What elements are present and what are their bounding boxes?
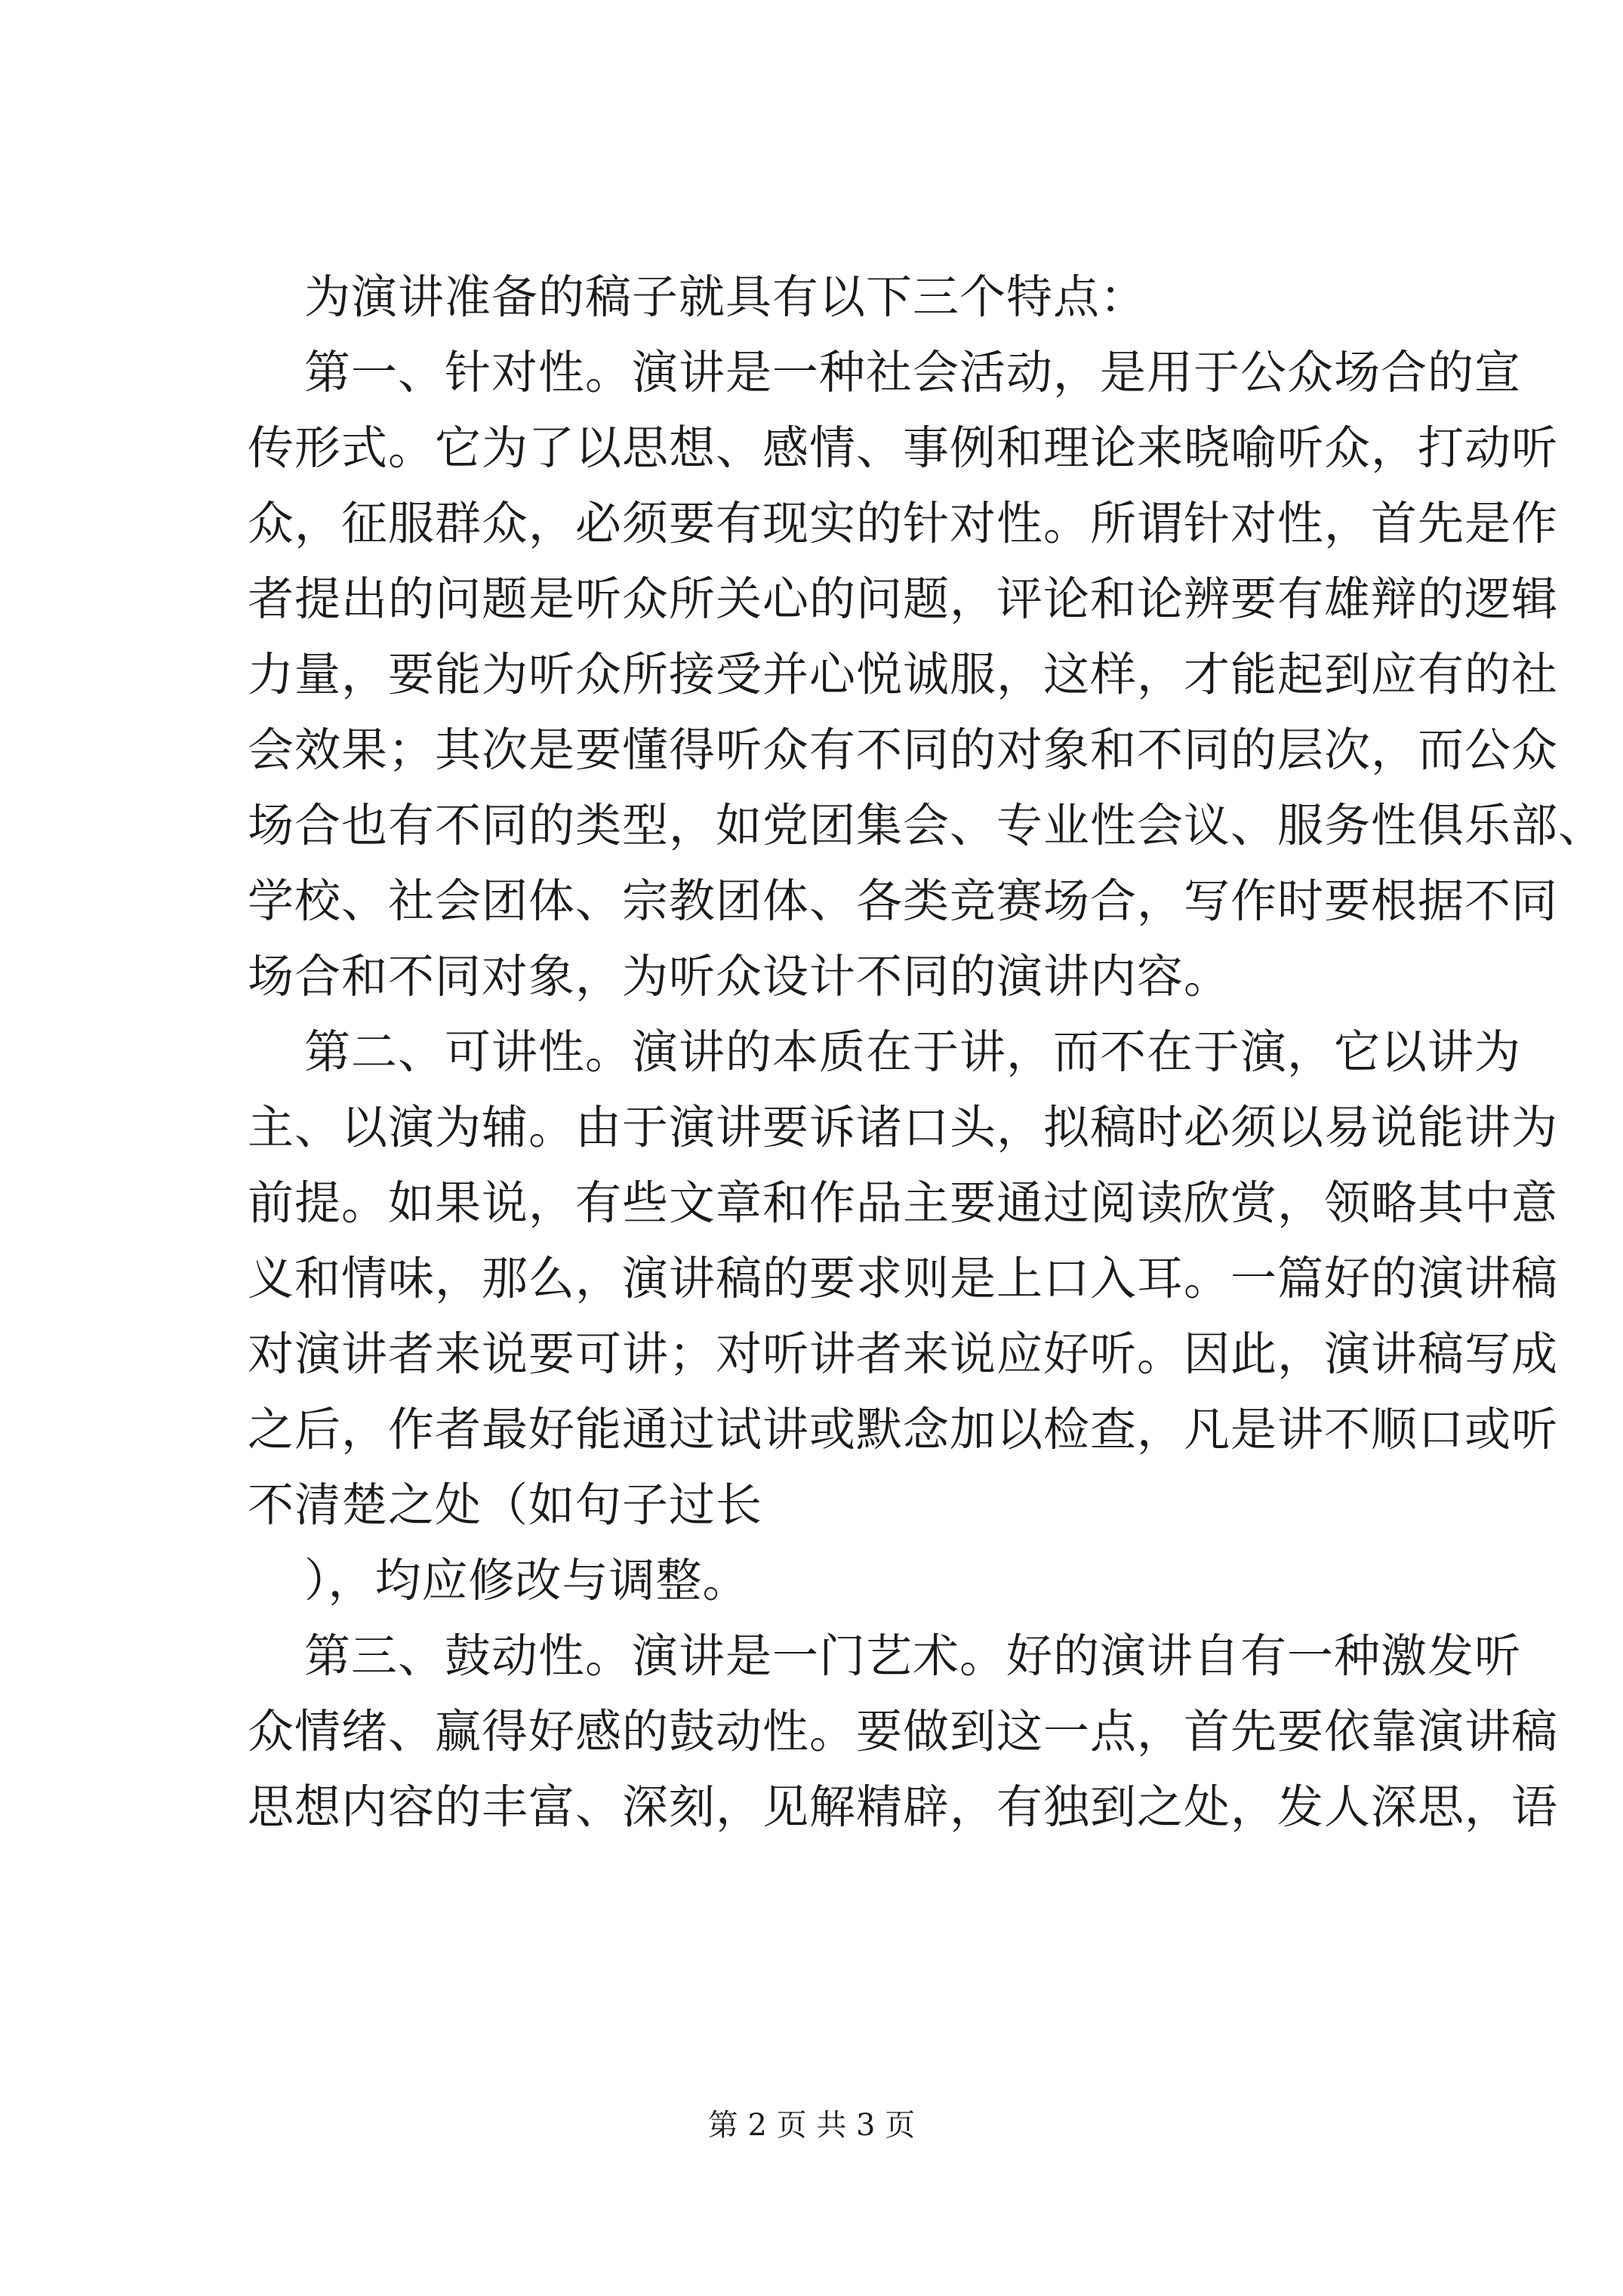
text-line: 第三、鼓动性。演讲是一门艺术。好的演讲自有一种激发听	[304, 1629, 1522, 1683]
text-line: 不清楚之处（如句子过长	[248, 1478, 763, 1532]
text-line: 力量，要能为听众所接受并心悦诚服，这样，才能起到应有的社	[248, 648, 1559, 701]
text-line: 前提。如果说，有些文章和作品主要通过阅读欣赏，领略其中意	[248, 1176, 1559, 1230]
text-line: 为演讲准备的稿子就具有以下三个特点：	[304, 270, 1147, 324]
text-line: 第二、可讲性。演讲的本质在于讲，而不在于演，它以讲为	[304, 1025, 1522, 1079]
text-line: 场合也有不同的类型，如党团集会、专业性会议、服务性俱乐部、	[248, 799, 1606, 852]
text-line: 第一、针对性。演讲是一种社会活动，是用于公众场合的宣	[304, 346, 1522, 399]
text-line: 对演讲者来说要可讲；对听讲者来说应好听。因此，演讲稿写成	[248, 1327, 1559, 1381]
text-line: 之后，作者最好能通过试讲或默念加以检查，凡是讲不顺口或听	[248, 1403, 1559, 1456]
text-line: 场合和不同对象，为听众设计不同的演讲内容。	[248, 950, 1231, 1003]
text-line: 众，征服群众，必须要有现实的针对性。所谓针对性，首先是作	[248, 497, 1559, 550]
text-line: 传形式。它为了以思想、感情、事例和理论来晓喻听众，打动听	[248, 421, 1559, 475]
text-line: 学校、社会团体、宗教团体、各类竞赛场合，写作时要根据不同	[248, 874, 1559, 928]
text-line: 众情绪、赢得好感的鼓动性。要做到这一点，首先要依靠演讲稿	[248, 1705, 1559, 1758]
text-line: 会效果；其次是要懂得听众有不同的对象和不同的层次，而公众	[248, 723, 1559, 777]
page-number-footer: 第 2 页 共 3 页	[707, 2108, 916, 2143]
text-line: 主、以演为辅。由于演讲要诉诸口头，拟稿时必须以易说能讲为	[248, 1101, 1559, 1154]
text-line: 思想内容的丰富、深刻，见解精辟，有独到之处，发人深思，语	[248, 1780, 1559, 1834]
text-line: 者提出的问题是听众所关心的问题，评论和论辨要有雄辩的逻辑	[248, 572, 1559, 626]
text-line: 义和情味，那么，演讲稿的要求则是上口入耳。一篇好的演讲稿	[248, 1252, 1559, 1305]
text-line: ），均应修改与调整。	[304, 1554, 750, 1607]
